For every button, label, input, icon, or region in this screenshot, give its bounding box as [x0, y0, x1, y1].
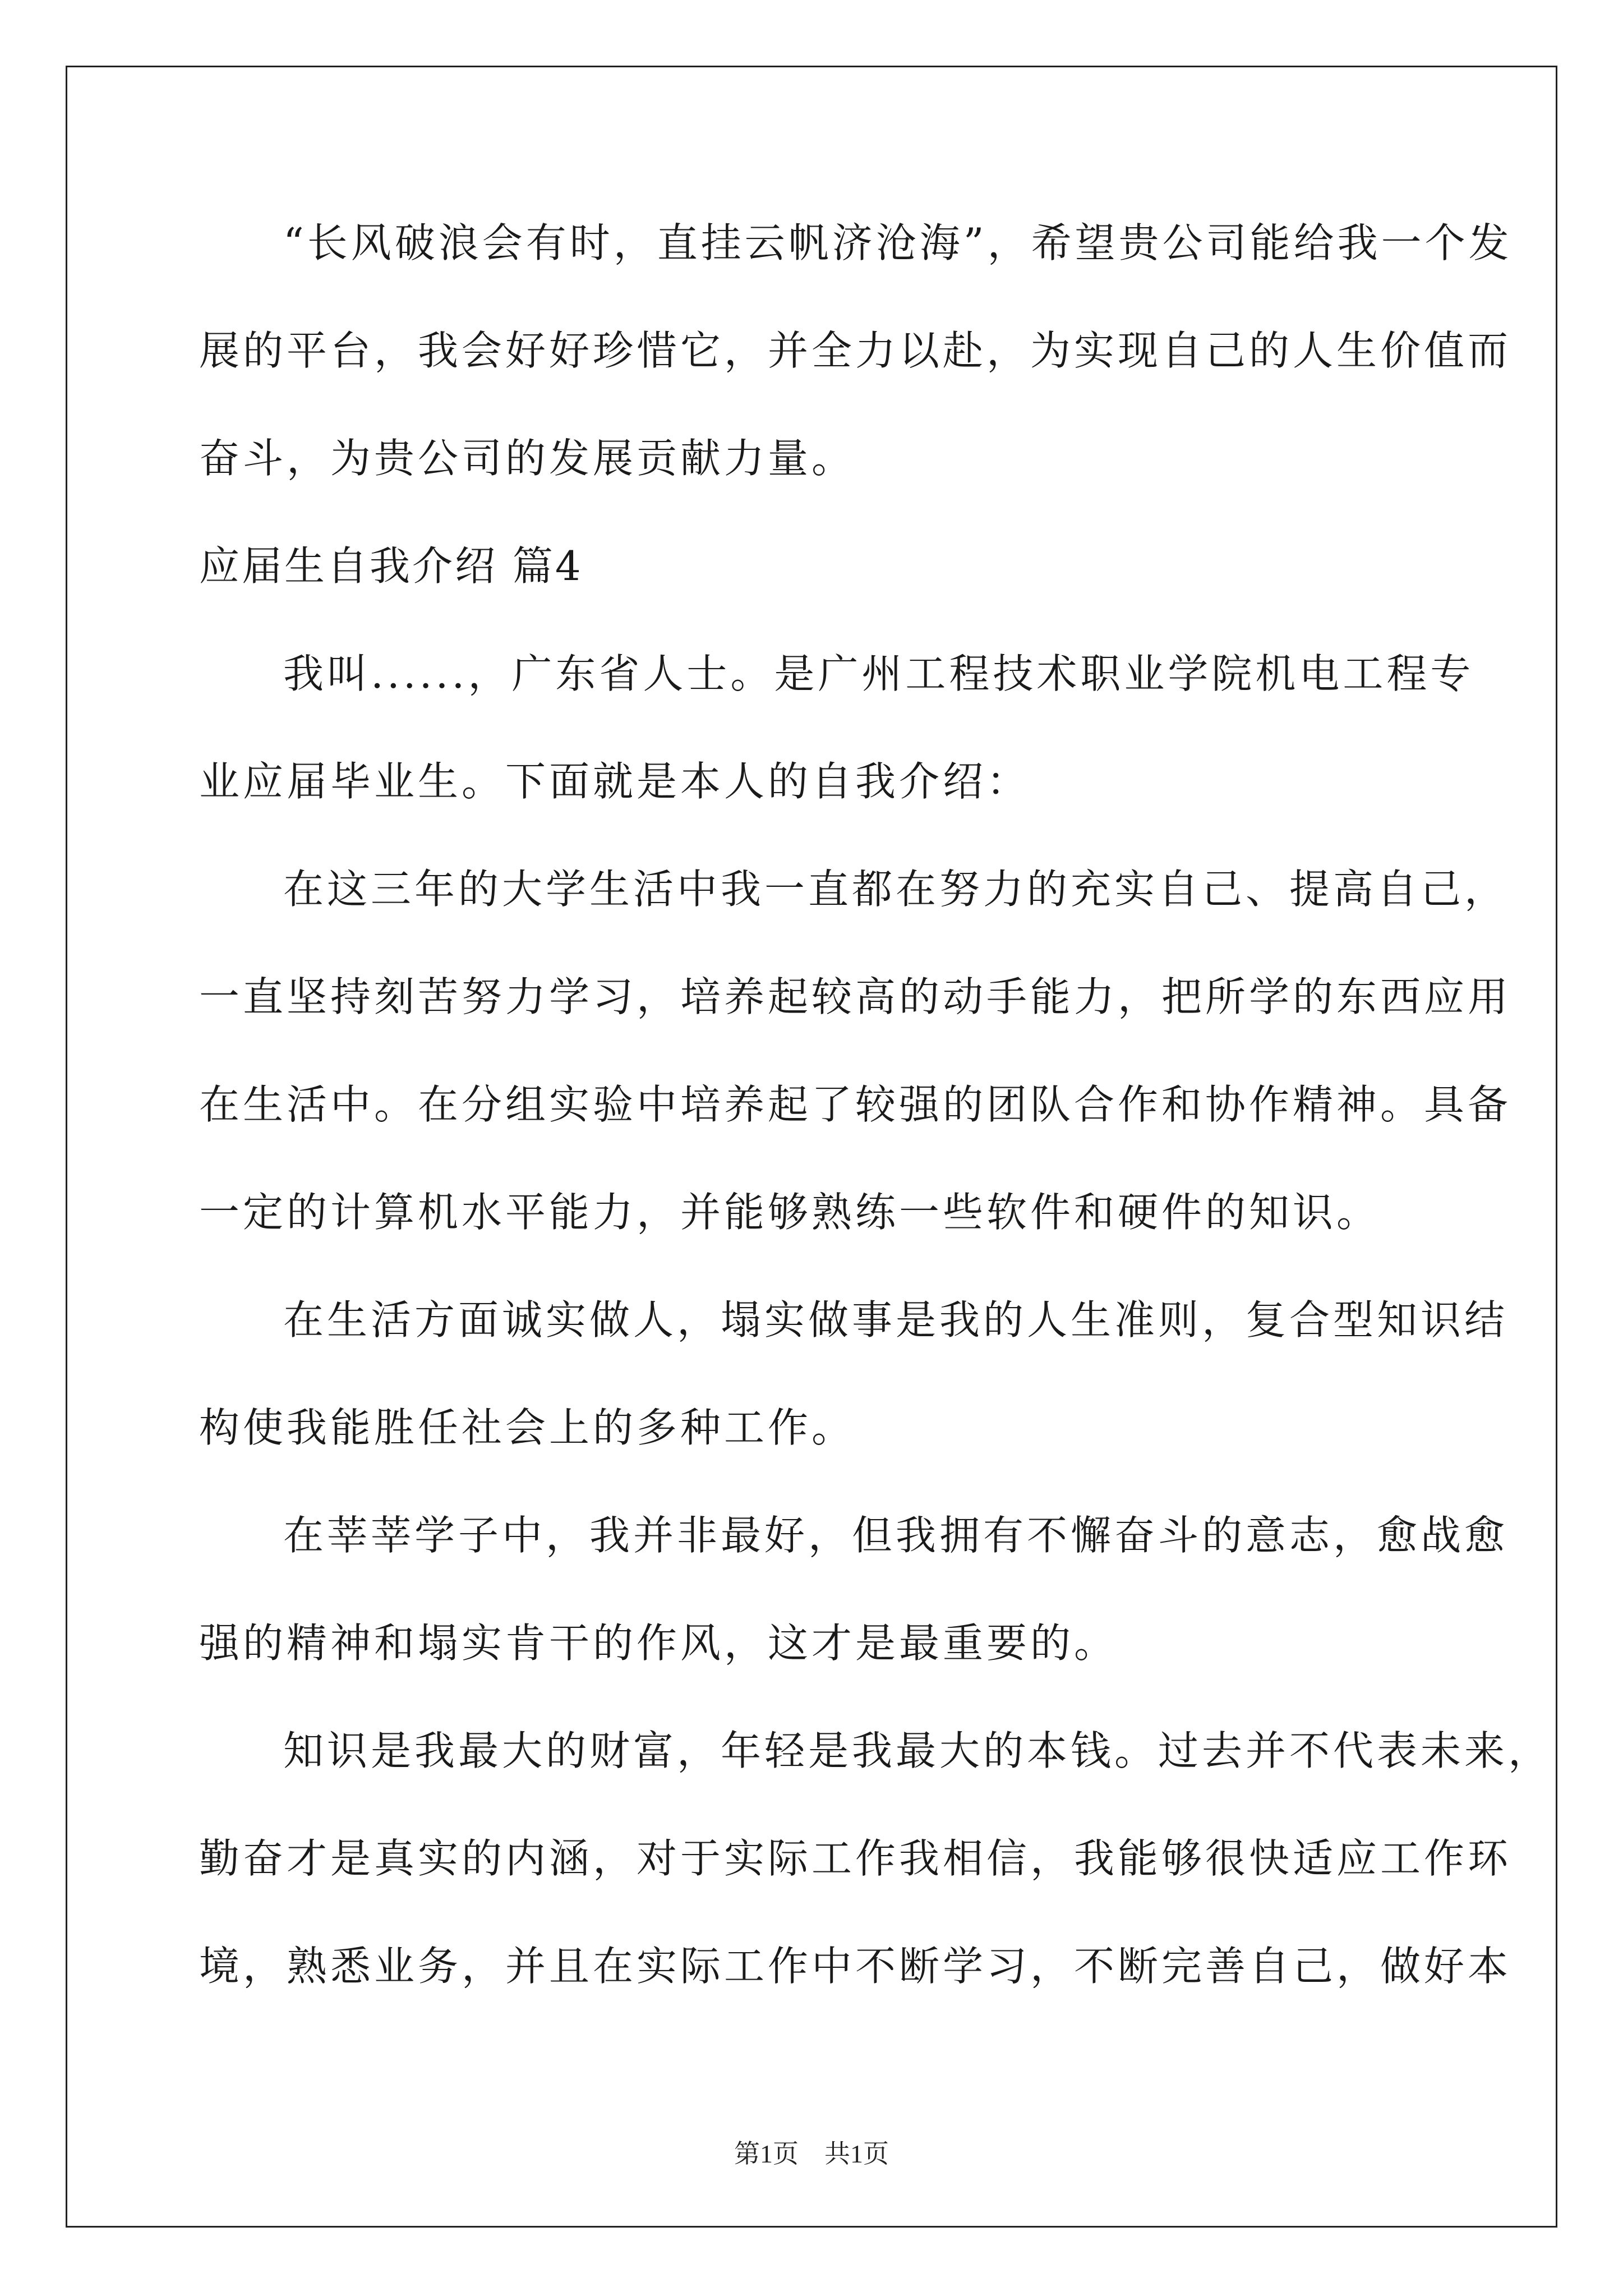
section-heading: 应届生自我介绍 篇4 [199, 542, 583, 590]
paragraph-2-line-4: 一定的计算机水平能力，并能够熟练一些软件和硬件的知识。 [199, 1189, 1381, 1236]
paragraph-4-line-2: 强的精神和塌实肯干的作风，这才是最重要的。 [199, 1619, 1118, 1667]
paragraph-4-line-1: 在莘莘学子中，我并非最好，但我拥有不懈奋斗的意志，愈战愈 [283, 1512, 1509, 1559]
paragraph-3-line-1: 在生活方面诚实做人，塌实做事是我的人生准则，复合型知识结 [283, 1296, 1509, 1343]
intro-line-1: “长风破浪会有时，直挂云帆济沧海”，希望贵公司能给我一个发 [283, 219, 1513, 266]
page-footer: 第1页 共1页 [734, 2139, 889, 2168]
paragraph-3-line-2: 构使我能胜任社会上的多种工作。 [199, 1404, 856, 1451]
paragraph-1-line-1: 我叫......，广东省人士。是广州工程技术职业学院机电工程专 [283, 650, 1474, 697]
paragraph-2-line-2: 一直坚持刻苦努力学习，培养起较高的动手能力，把所学的东西应用 [199, 973, 1512, 1020]
intro-line-3: 奋斗，为贵公司的发展贡献力量。 [199, 435, 856, 482]
intro-line-2: 展的平台，我会好好珍惜它，并全力以赴，为实现自己的人生价值而 [199, 327, 1512, 374]
paragraph-5-line-3: 境，熟悉业务，并且在实际工作中不断学习，不断完善自己，做好本 [199, 1943, 1512, 1990]
paragraph-2-line-3: 在生活中。在分组实验中培养起了较强的团队合作和协作精神。具备 [199, 1081, 1512, 1128]
paragraph-5-line-2: 勤奋才是真实的内涵，对于实际工作我相信，我能够很快适应工作环 [199, 1835, 1512, 1882]
paragraph-2-line-1: 在这三年的大学生活中我一直都在努力的充实自己、提高自己， [283, 866, 1509, 913]
document-body [199, 216, 1552, 1993]
paragraph-1-line-2: 业应届毕业生。下面就是本人的自我介绍： [199, 758, 1031, 805]
paragraph-5-line-1: 知识是我最大的财富，年轻是我最大的本钱。过去并不代表未来， [283, 1727, 1552, 1774]
